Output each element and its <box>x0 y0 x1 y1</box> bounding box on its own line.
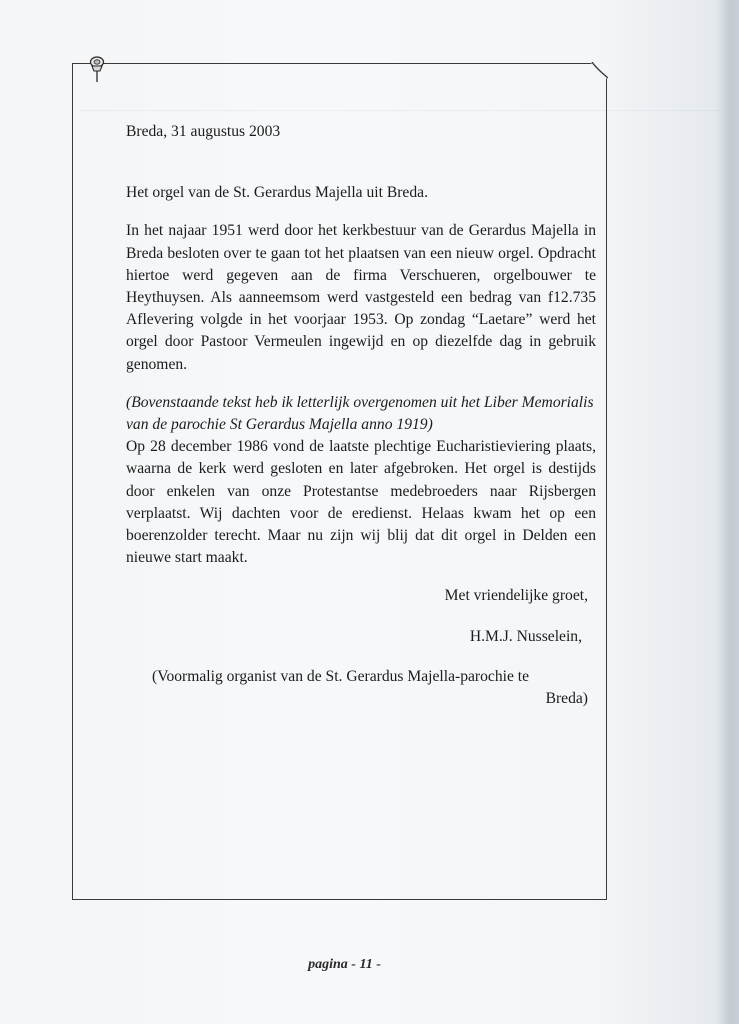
letter-former-role-end: Breda) <box>545 690 588 708</box>
pushpin-icon <box>86 55 108 83</box>
letter-paragraph-2: Op 28 december 1986 vond de laatste plechtige Eucharistieviering plaats, waarna de kerk werd gesloten en later afgebroken. Het orgel is destijds door enkelen van onze Protestantse medebroeders naar Rijsbergen verplaatst. Wij dachten voor de eredienst. Helaas kwam het op een boerenzolder terecht. Maar nu zijn wij blij dat dit orgel in Delden een nieuwe start maakt. <box>126 438 596 567</box>
letter-date: Breda, 31 augustus 2003 <box>126 123 281 140</box>
letter-subject: Het orgel van de St. Gerardus Majella uit Breda. <box>126 184 428 202</box>
folded-corner-icon <box>590 62 608 80</box>
letter-closing: Met vriendelijke groet, <box>444 587 588 605</box>
letter-italic-note: (Bovenstaande tekst heb ik letterlijk overgenomen uit het Liber Memorialis van de parochie St Gerardus Majella anno 1919) <box>126 393 594 434</box>
page-number: pagina - 11 - <box>308 957 381 972</box>
letter-body <box>126 121 596 710</box>
letter-signature: H.M.J. Nusselein, <box>469 627 582 645</box>
page-edge-shadow <box>717 0 739 1024</box>
letter-former-role: (Voormalig organist van de St. Gerardus Majella-parochie te <box>152 667 530 685</box>
letter-paragraph-1: In het najaar 1951 werd door het kerkbestuur van de Gerardus Majella in Breda besloten over te gaan tot het plaatsen van een nieuw orgel. Opdracht hiertoe werd gegeven aan de firma Verschueren, orgelbouwer te Heythuysen. Als aanneemsom werd vastgesteld een bedrag van f12.735 Aflevering volgde in het voorjaar 1953. Op zondag “Laetare” werd het orgel door Pastoor Vermeulen ingewijd en op diezelfde dag in gebruik genomen. <box>126 222 596 373</box>
